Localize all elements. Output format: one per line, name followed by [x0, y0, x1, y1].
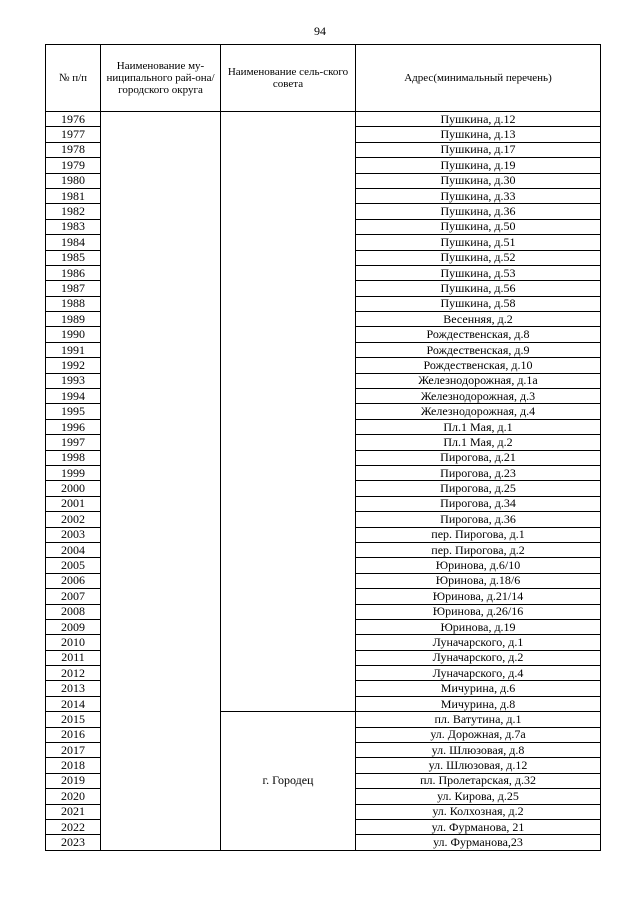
address-cell: ул. Шлюзовая, д.8 [356, 743, 601, 758]
row-number: 2009 [46, 619, 101, 634]
address-cell: Луначарского, д.2 [356, 650, 601, 665]
address-cell: Пушкина, д.51 [356, 235, 601, 250]
address-cell: Пушкина, д.50 [356, 219, 601, 234]
address-cell: пл. Пролетарская, д.32 [356, 773, 601, 788]
address-cell: Пушкина, д.56 [356, 281, 601, 296]
row-number: 2015 [46, 712, 101, 727]
row-number: 2021 [46, 804, 101, 819]
district-cell [101, 112, 221, 851]
header-num: № п/п [46, 45, 101, 112]
address-cell: Железнодорожная, д.3 [356, 389, 601, 404]
address-cell: Пушкина, д.33 [356, 188, 601, 203]
row-number: 2002 [46, 512, 101, 527]
row-number: 1976 [46, 112, 101, 127]
row-number: 2012 [46, 666, 101, 681]
row-number: 1994 [46, 389, 101, 404]
row-number: 2017 [46, 743, 101, 758]
row-number: 2000 [46, 481, 101, 496]
row-number: 1985 [46, 250, 101, 265]
row-number: 2023 [46, 835, 101, 850]
address-cell: Луначарского, д.1 [356, 635, 601, 650]
address-cell: Пушкина, д.58 [356, 296, 601, 311]
row-number: 1980 [46, 173, 101, 188]
row-number: 1984 [46, 235, 101, 250]
row-number: 1995 [46, 404, 101, 419]
row-number: 1983 [46, 219, 101, 234]
address-cell: Луначарского, д.4 [356, 666, 601, 681]
row-number: 2001 [46, 496, 101, 511]
row-number: 2010 [46, 635, 101, 650]
row-number: 1988 [46, 296, 101, 311]
address-cell: Юринова, д.19 [356, 619, 601, 634]
address-cell: Железнодорожная, д.4 [356, 404, 601, 419]
address-cell: ул. Фурманова, 21 [356, 819, 601, 834]
header-council: Наименование сель-ского совета [221, 45, 356, 112]
row-number: 2011 [46, 650, 101, 665]
council-cell-group-2: г. Городец [221, 712, 356, 851]
row-number: 2019 [46, 773, 101, 788]
address-cell: ул. Кирова, д.25 [356, 789, 601, 804]
address-cell: Юринова, д.18/6 [356, 573, 601, 588]
address-cell: Пирогова, д.21 [356, 450, 601, 465]
address-cell: Пирогова, д.25 [356, 481, 601, 496]
address-cell: Мичурина, д.8 [356, 696, 601, 711]
address-cell: Юринова, д.26/16 [356, 604, 601, 619]
row-number: 1987 [46, 281, 101, 296]
row-number: 1993 [46, 373, 101, 388]
row-number: 2022 [46, 819, 101, 834]
row-number: 1992 [46, 358, 101, 373]
address-cell: Пушкина, д.30 [356, 173, 601, 188]
address-cell: Рождественская, д.10 [356, 358, 601, 373]
table-row [46, 112, 601, 127]
address-cell: Пушкина, д.19 [356, 158, 601, 173]
address-cell: Юринова, д.21/14 [356, 589, 601, 604]
row-number: 1981 [46, 188, 101, 203]
table-header-row [46, 45, 601, 112]
row-number: 1979 [46, 158, 101, 173]
row-number: 1996 [46, 419, 101, 434]
row-number: 2005 [46, 558, 101, 573]
address-cell: Пирогова, д.36 [356, 512, 601, 527]
address-cell: Рождественская, д.8 [356, 327, 601, 342]
row-number: 2013 [46, 681, 101, 696]
address-cell: Мичурина, д.6 [356, 681, 601, 696]
address-cell: Пушкина, д.53 [356, 265, 601, 280]
header-address: Адрес(минимальный перечень) [356, 45, 601, 112]
address-cell: пер. Пирогова, д.2 [356, 542, 601, 557]
address-cell: ул. Шлюзовая, д.12 [356, 758, 601, 773]
address-cell: Пирогова, д.23 [356, 465, 601, 480]
row-number: 1986 [46, 265, 101, 280]
address-cell: Юринова, д.6/10 [356, 558, 601, 573]
address-cell: ул. Колхозная, д.2 [356, 804, 601, 819]
row-number: 2018 [46, 758, 101, 773]
address-cell: Пушкина, д.36 [356, 204, 601, 219]
row-number: 1999 [46, 465, 101, 480]
row-number: 1977 [46, 127, 101, 142]
row-number: 1990 [46, 327, 101, 342]
address-cell: ул. Фурманова,23 [356, 835, 601, 850]
address-cell: Пирогова, д.34 [356, 496, 601, 511]
row-number: 2014 [46, 696, 101, 711]
council-cell-group-1 [221, 112, 356, 712]
row-number: 1978 [46, 142, 101, 157]
page-number: 94 [314, 24, 326, 38]
row-number: 1998 [46, 450, 101, 465]
address-cell: Весенняя, д.2 [356, 312, 601, 327]
table-body [46, 112, 601, 851]
address-cell: Пушкина, д.17 [356, 142, 601, 157]
row-number: 2016 [46, 727, 101, 742]
address-cell: пер. Пирогова, д.1 [356, 527, 601, 542]
address-cell: Пл.1 Мая, д.1 [356, 419, 601, 434]
row-number: 1989 [46, 312, 101, 327]
row-number: 2007 [46, 589, 101, 604]
row-number: 2004 [46, 542, 101, 557]
row-number: 2006 [46, 573, 101, 588]
row-number: 1982 [46, 204, 101, 219]
address-table [45, 44, 601, 851]
address-cell: Пушкина, д.52 [356, 250, 601, 265]
address-cell: ул. Дорожная, д.7а [356, 727, 601, 742]
address-cell: Пл.1 Мая, д.2 [356, 435, 601, 450]
row-number: 1991 [46, 342, 101, 357]
row-number: 2020 [46, 789, 101, 804]
address-cell: Железнодорожная, д.1а [356, 373, 601, 388]
address-cell: Рождественская, д.9 [356, 342, 601, 357]
row-number: 2003 [46, 527, 101, 542]
row-number: 2008 [46, 604, 101, 619]
header-district: Наименование му-ниципального рай-она/ городского округа [101, 45, 221, 112]
address-cell: пл. Ватутина, д.1 [356, 712, 601, 727]
address-cell: Пушкина, д.13 [356, 127, 601, 142]
row-number: 1997 [46, 435, 101, 450]
address-cell: Пушкина, д.12 [356, 112, 601, 127]
